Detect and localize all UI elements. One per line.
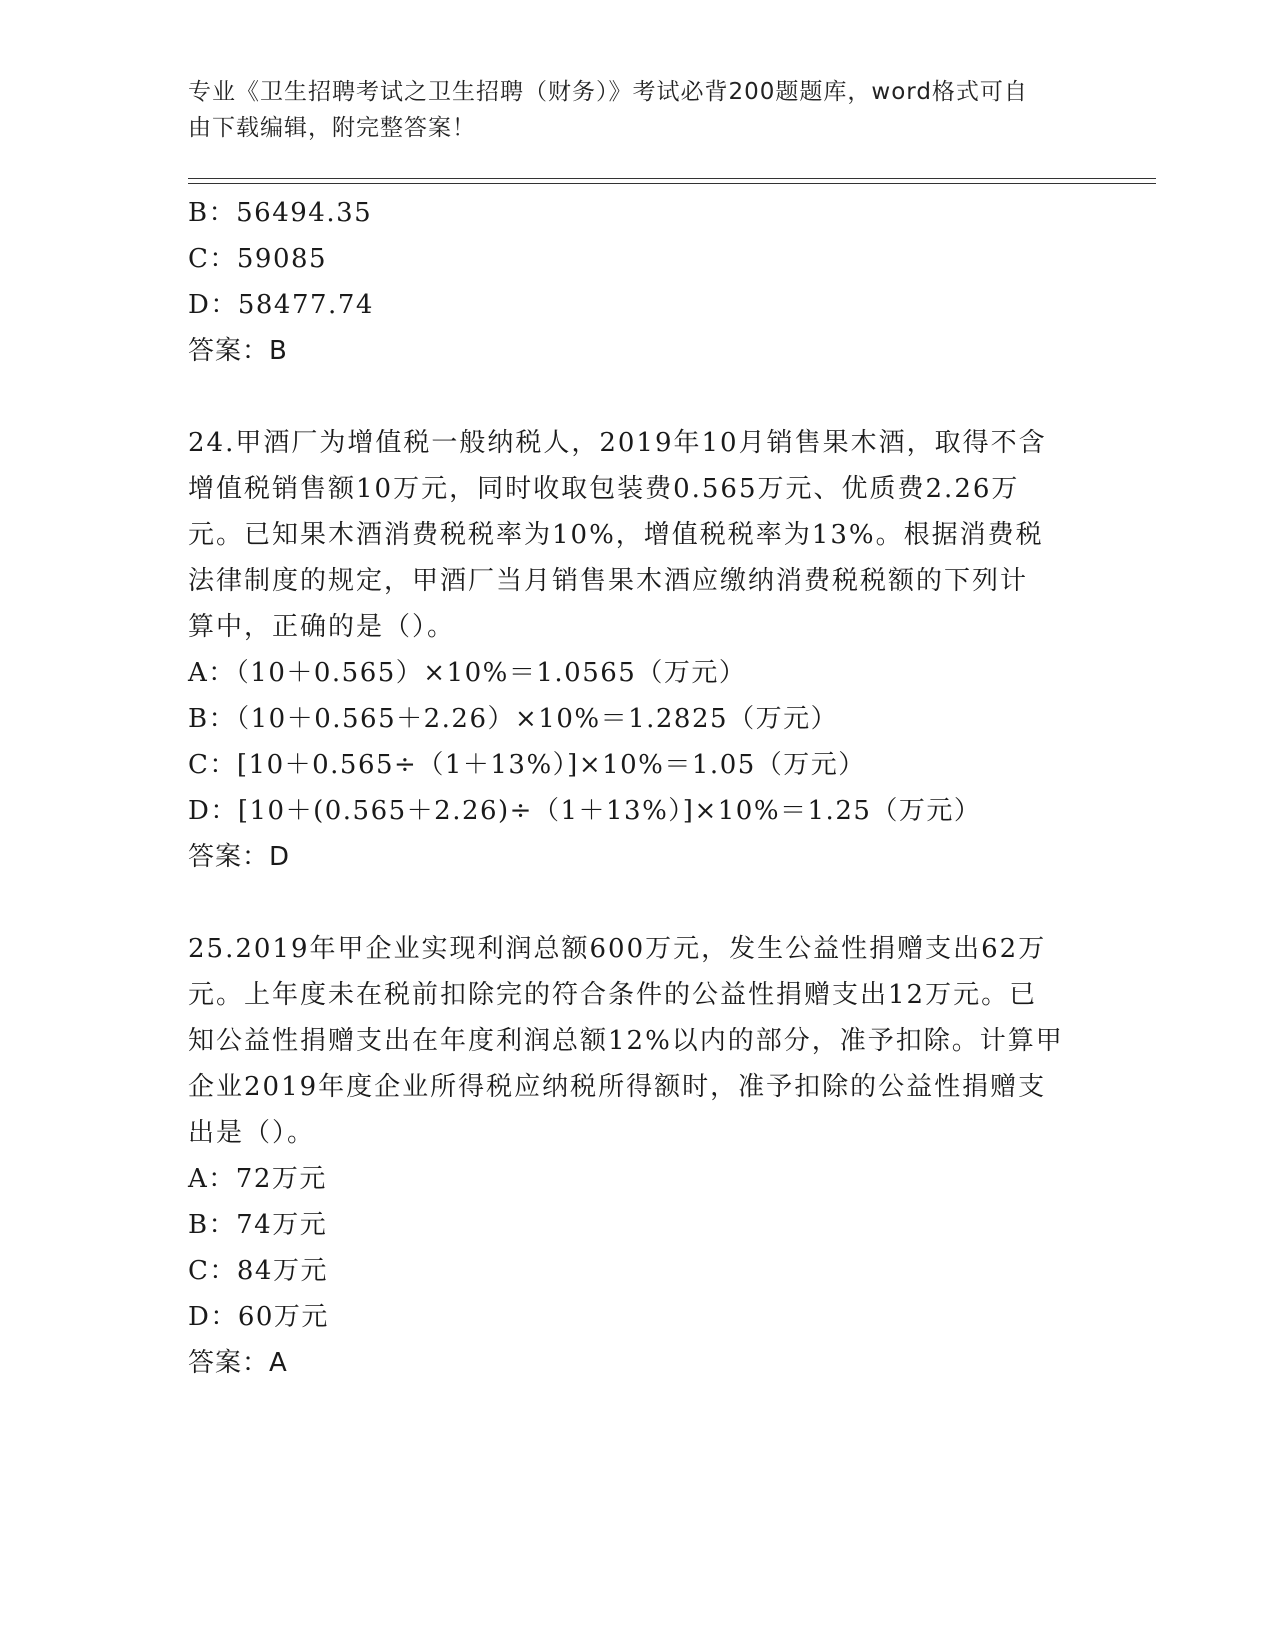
question-text (188, 420, 1088, 650)
question-line: 元。上年度未在税前扣除完的符合条件的公益性捐赠支出12万元。已 (188, 980, 1038, 1010)
question-line: 企业2019年度企业所得税应纳税所得额时，准予扣除的公益性捐赠支 (188, 1072, 1047, 1102)
question-24 (188, 420, 1088, 880)
question-line: 法律制度的规定，甲酒厂当月销售果木酒应缴纳消费税税额的下列计 (188, 566, 1029, 596)
question-line: 知公益性捐赠支出在年度利润总额12%以内的部分，准予扣除。计算甲 (188, 1026, 1064, 1056)
question-line: 25.2019年甲企业实现利润总额600万元，发生公益性捐赠支出62万 (188, 934, 1047, 964)
answer-line: 答案：D (188, 842, 291, 872)
spacer (188, 374, 1088, 420)
answer-line: 答案：A (188, 1348, 288, 1378)
question-text (188, 926, 1088, 1156)
option-c: C：59085 (188, 244, 328, 274)
question-line: 增值税销售额10万元，同时收取包装费0.565万元、优质费2.26万 (188, 474, 1020, 504)
question-25 (188, 926, 1088, 1386)
option-b: B：（10＋0.565＋2.26）×10%＝1.2825（万元） (188, 704, 839, 734)
header-line-2: 由下载编辑，附完整答案！ (188, 115, 476, 141)
document-header (188, 74, 1068, 146)
question-line: 元。已知果木酒消费税税率为10%，增值税税率为13%。根据消费税 (188, 520, 1044, 550)
option-c: C：84万元 (188, 1256, 328, 1286)
question-line: 24.甲酒厂为增值税一般纳税人，2019年10月销售果木酒，取得不含 (188, 428, 1047, 458)
question-line: 算中，正确的是（）。 (188, 612, 456, 642)
header-divider-bottom (188, 183, 1156, 184)
spacer (188, 880, 1088, 926)
option-d: D：58477.74 (188, 290, 374, 320)
option-a: A：（10＋0.565）×10%＝1.0565（万元） (188, 658, 747, 688)
option-b: B：74万元 (188, 1210, 328, 1240)
option-a: A：72万元 (188, 1164, 327, 1194)
document-body (188, 190, 1088, 1386)
prev-question (188, 190, 1088, 374)
question-line: 出是（）。 (188, 1118, 316, 1148)
header-divider-top (188, 178, 1156, 179)
option-d: D：60万元 (188, 1302, 329, 1332)
option-c: C：[10＋0.565÷（1＋13%）]×10%＝1.05（万元） (188, 750, 866, 780)
option-d: D：[10＋(0.565＋2.26)÷（1＋13%）]×10%＝1.25（万元） (188, 796, 982, 826)
header-line-1: 专业《卫生招聘考试之卫生招聘（财务）》考试必背200题题库，word格式可自 (188, 79, 1028, 105)
answer-line: 答案：B (188, 336, 288, 366)
option-b: B：56494.35 (188, 198, 373, 228)
